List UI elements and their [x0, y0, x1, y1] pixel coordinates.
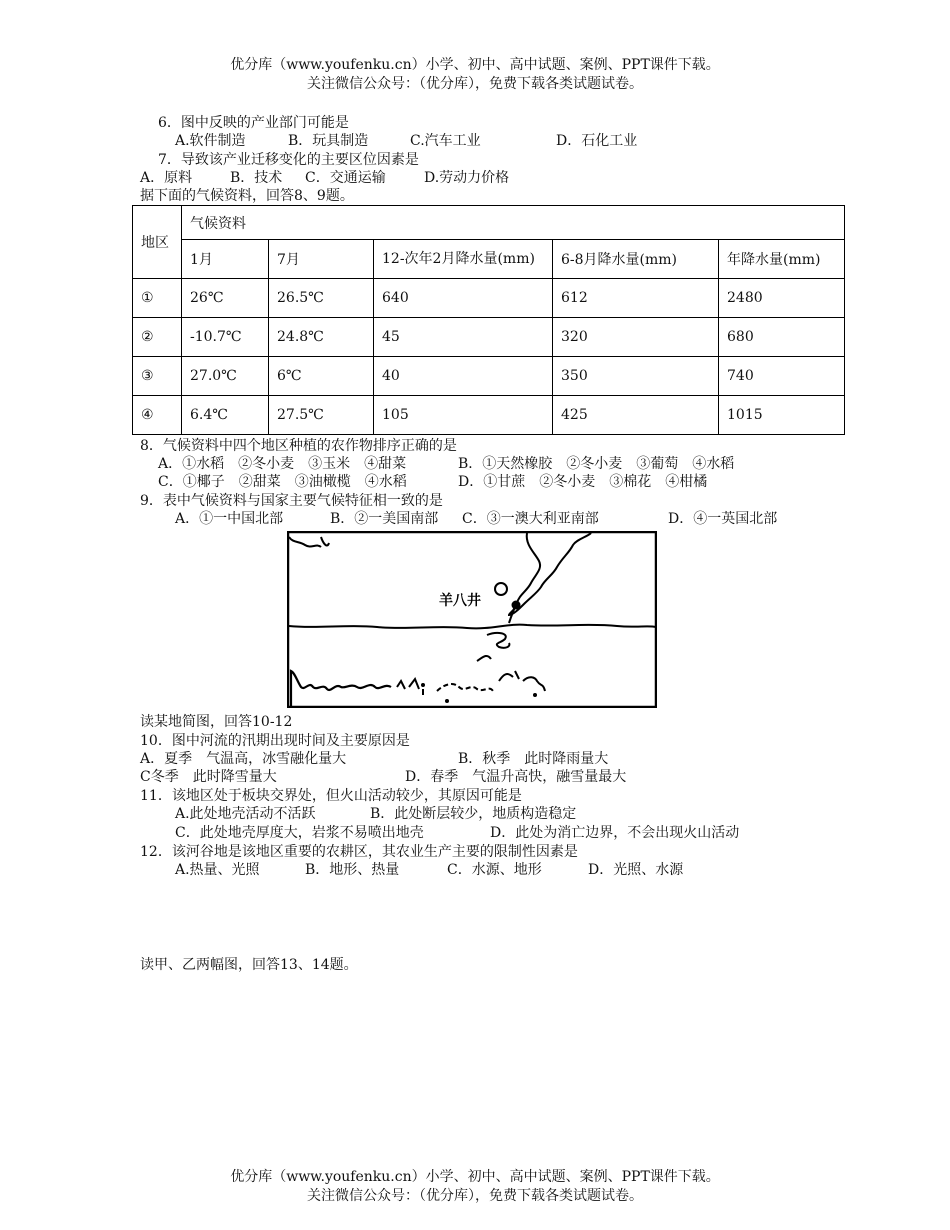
q7-option-a: A．原料 — [140, 170, 193, 186]
table-row — [133, 357, 845, 396]
q12-option-c: C．水源、地形 — [447, 862, 542, 878]
q11-option-c: C．此处地壳厚度大，岩浆不易喷出地壳 — [175, 825, 424, 841]
map-place-label: 羊八井 — [439, 593, 481, 609]
next-intro: 读甲、乙两幅图，回答13、14题。 — [140, 957, 358, 973]
header-line-2: 关注微信公众号：（优分库），免费下载各类试题试卷。 — [307, 76, 643, 92]
cell-winter-precip: 640 — [374, 279, 553, 318]
q10-option-d: D．春季 气温升高快，融雪量最大 — [405, 769, 627, 785]
cell-region: ③ — [133, 357, 182, 396]
q7-option-d: D.劳动力价格 — [424, 170, 510, 186]
q11-option-a: A.此处地壳活动不活跃 — [175, 806, 316, 822]
q12-option-a: A.热量、光照 — [175, 862, 260, 878]
header-annual-precip: 年降水量(mm) — [719, 240, 845, 279]
map-intro: 读某地简图，回答10-12 — [140, 714, 293, 730]
header-region: 地区 — [133, 206, 182, 279]
cell-summer-precip: 350 — [553, 357, 719, 396]
q7-option-b: B．技术 — [230, 170, 283, 186]
cell-winter-precip: 105 — [374, 396, 553, 435]
q10-stem: 10．图中河流的汛期出现时间及主要原因是 — [140, 733, 410, 749]
cell-annual-precip: 680 — [719, 318, 845, 357]
q6-option-c: C.汽车工业 — [410, 133, 481, 149]
table-intro: 据下面的气候资料，回答8、9题。 — [140, 188, 354, 204]
page-header — [0, 56, 950, 94]
q9-option-b: B．②一美国南部 — [330, 511, 439, 527]
q6-option-b: B．玩具制造 — [288, 133, 369, 149]
header-line-1: 优分库（www.youfenku.cn）小学、初中、高中试题、案例、PPT课件下载。 — [230, 57, 720, 73]
header-winter-precip: 12-次年2月降水量(mm) — [374, 240, 553, 279]
q10-option-a: A．夏季 气温高，冰雪融化量大 — [140, 751, 347, 767]
cell-winter-precip: 45 — [374, 318, 553, 357]
cell-annual-precip: 2480 — [719, 279, 845, 318]
cell-annual-precip: 740 — [719, 357, 845, 396]
q9-option-c: C．③一澳大利亚南部 — [462, 511, 599, 527]
q9-option-d: D．④一英国北部 — [668, 511, 778, 527]
header-climate-data: 气候资料 — [182, 206, 845, 240]
table-row — [133, 396, 845, 435]
q12-option-b: B．地形、热量 — [305, 862, 400, 878]
q12-stem: 12．该河谷地是该地区重要的农耕区，其农业生产主要的限制性因素是 — [140, 844, 578, 860]
cell-summer-precip: 320 — [553, 318, 719, 357]
q10-option-b: B．秋季 此时降雨量大 — [458, 751, 609, 767]
cell-jan: -10.7℃ — [182, 318, 269, 357]
q8-option-c: C．①椰子 ②甜菜 ③油橄榄 ④水稻 — [158, 474, 407, 490]
q11-option-d: D．此处为消亡边界，不会出现火山活动 — [490, 825, 740, 841]
cell-summer-precip: 612 — [553, 279, 719, 318]
q11-option-b: B．此处断层较少，地质构造稳定 — [370, 806, 577, 822]
table-row — [133, 318, 845, 357]
cell-jul: 6℃ — [269, 357, 374, 396]
header-jan: 1月 — [182, 240, 269, 279]
cell-jan: 26℃ — [182, 279, 269, 318]
q8-option-b: B．①天然橡胶 ②冬小麦 ③葡萄 ④水稻 — [458, 456, 735, 472]
map-frame — [288, 532, 656, 707]
table-row — [133, 279, 845, 318]
q9-option-a: A．①一中国北部 — [175, 511, 284, 527]
q6-stem: 6．图中反映的产业部门可能是 — [158, 115, 349, 131]
header-summer-precip: 6-8月降水量(mm) — [553, 240, 719, 279]
cell-jul: 24.8℃ — [269, 318, 374, 357]
q11-stem: 11．该地区处于板块交界处，但火山活动较少，其原因可能是 — [140, 788, 522, 804]
map-point — [445, 699, 449, 703]
page-footer — [0, 1168, 950, 1206]
q7-option-c: C．交通运输 — [305, 170, 386, 186]
q8-option-a: A．①水稻 ②冬小麦 ③玉米 ④甜菜 — [158, 456, 407, 472]
q6-option-d: D．石化工业 — [556, 133, 638, 149]
map-point — [533, 693, 537, 697]
cell-jan: 6.4℃ — [182, 396, 269, 435]
map-point — [421, 683, 425, 687]
header-jul: 7月 — [269, 240, 374, 279]
q8-option-d: D．①甘蔗 ②冬小麦 ③棉花 ④柑橘 — [458, 474, 708, 490]
cell-winter-precip: 40 — [374, 357, 553, 396]
q7-stem: 7．导致该产业迁移变化的主要区位因素是 — [158, 152, 419, 168]
footer-line-1: 优分库（www.youfenku.cn）小学、初中、高中试题、案例、PPT课件下载。 — [230, 1169, 720, 1185]
footer-line-2: 关注微信公众号：（优分库），免费下载各类试题试卷。 — [307, 1188, 643, 1204]
cell-jul: 27.5℃ — [269, 396, 374, 435]
q6-option-a: A.软件制造 — [175, 133, 246, 149]
cell-region: ① — [133, 279, 182, 318]
region-map — [287, 531, 657, 708]
climate-table — [132, 205, 845, 435]
cell-summer-precip: 425 — [553, 396, 719, 435]
cell-jan: 27.0℃ — [182, 357, 269, 396]
cell-jul: 26.5℃ — [269, 279, 374, 318]
cell-region: ② — [133, 318, 182, 357]
cell-region: ④ — [133, 396, 182, 435]
q9-stem: 9．表中气候资料与国家主要气候特征相一致的是 — [140, 493, 443, 509]
q12-option-d: D．光照、水源 — [588, 862, 684, 878]
q8-stem: 8．气候资料中四个地区种植的农作物排序正确的是 — [140, 438, 457, 454]
cell-annual-precip: 1015 — [719, 396, 845, 435]
q10-option-c: C冬季 此时降雪量大 — [140, 769, 277, 785]
